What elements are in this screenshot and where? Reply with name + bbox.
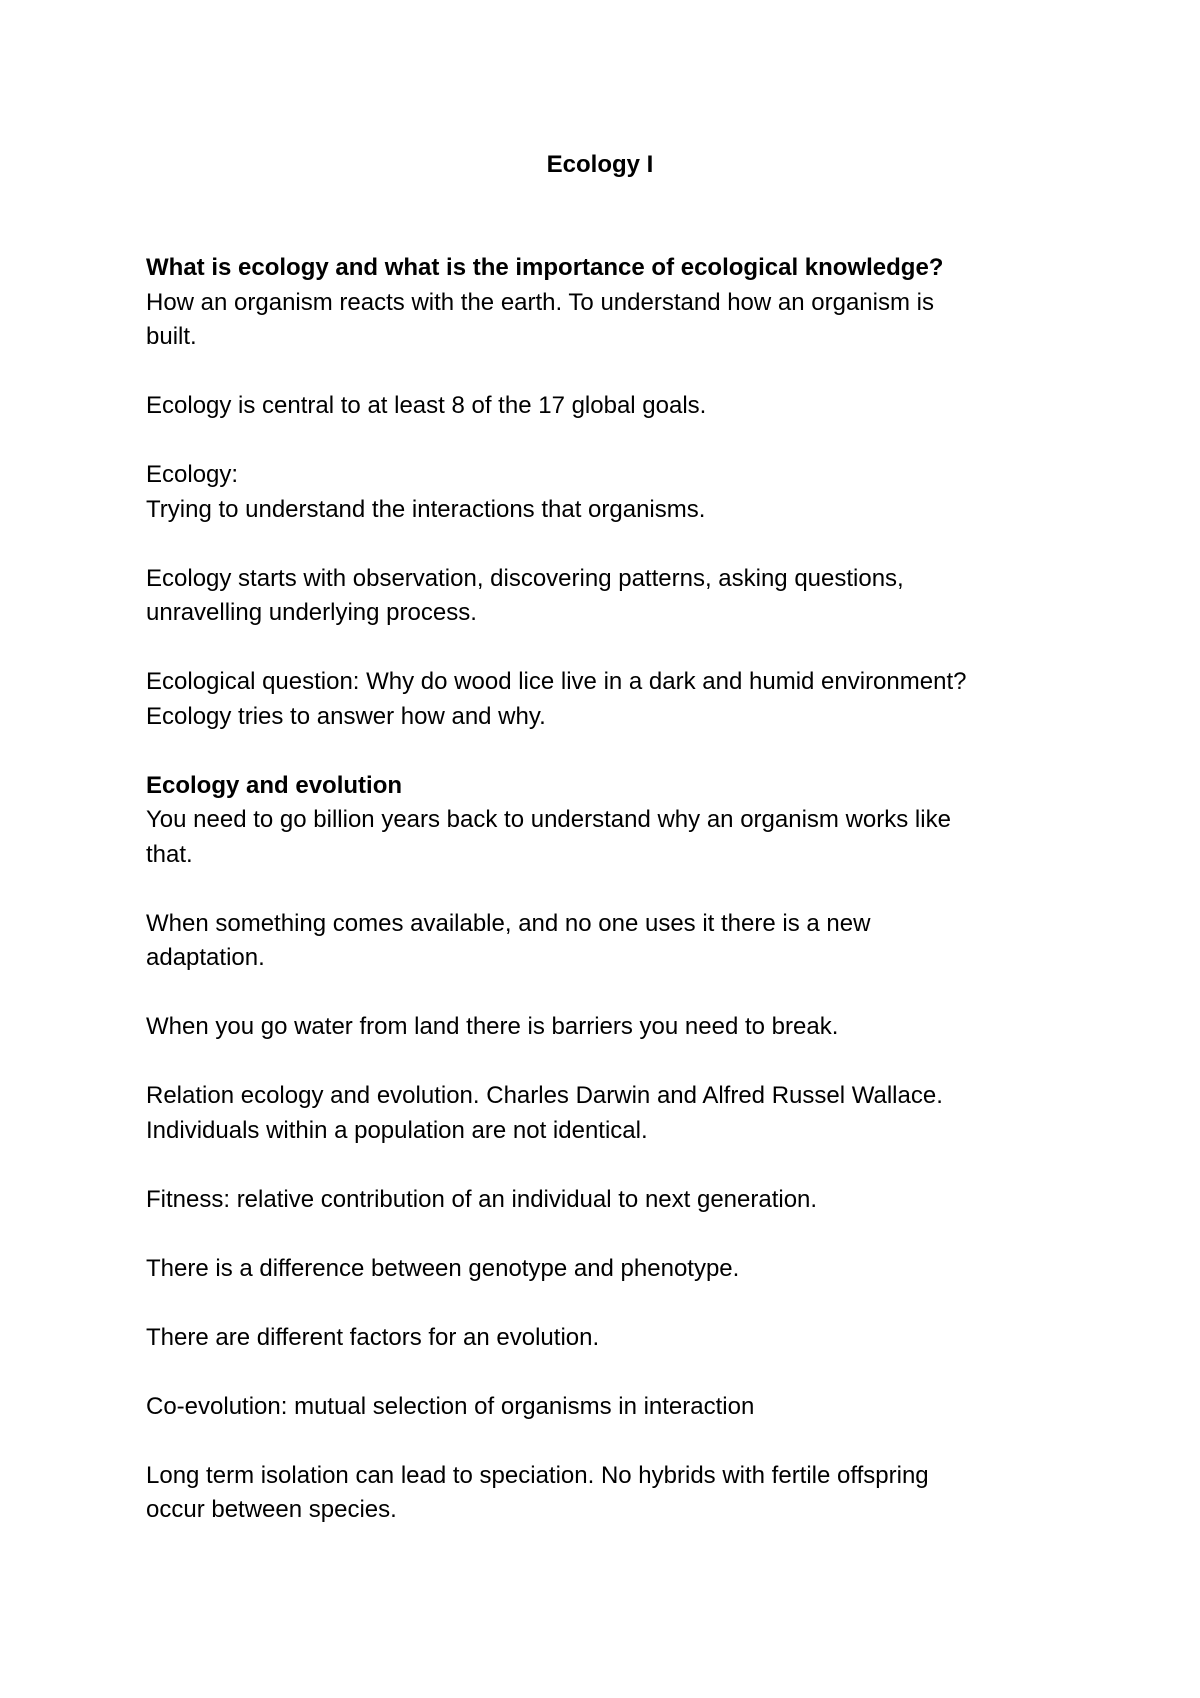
paragraph-line: Ecology starts with observation, discovering patterns, asking questions,	[146, 564, 904, 592]
paragraph-line: When something comes available, and no one uses it there is a new	[146, 909, 871, 937]
paragraph-line: There are different factors for an evolution.	[146, 1323, 600, 1351]
paragraph-gap	[146, 527, 1046, 562]
paragraph-line: Ecological question: Why do wood lice live in a dark and humid environment?	[146, 668, 967, 695]
paragraph-gap	[146, 1045, 1046, 1080]
paragraph-line: built.	[146, 323, 197, 350]
paragraph-line: occur between species.	[146, 1496, 397, 1523]
paragraph-line: Ecology tries to answer how and why.	[146, 702, 546, 730]
paragraph-gap	[146, 976, 1046, 1011]
document-body	[146, 251, 1046, 1528]
paragraph-gap	[146, 734, 1046, 769]
section-heading: What is ecology and what is the importance of ecological knowledge?	[146, 254, 944, 281]
paragraph-line: Long term isolation can lead to speciation. No hybrids with fertile offspring	[146, 1461, 929, 1489]
paragraph-line: Trying to understand the interactions that organisms.	[146, 495, 706, 523]
paragraph-line: Relation ecology and evolution. Charles Darwin and Alfred Russel Wallace.	[146, 1082, 943, 1109]
paragraph-line: How an organism reacts with the earth. To understand how an organism is	[146, 288, 934, 316]
paragraph-gap	[146, 424, 1046, 459]
paragraph-line: Fitness: relative contribution of an individual to next generation.	[146, 1185, 818, 1213]
paragraph-gap	[146, 872, 1046, 907]
paragraph-gap	[146, 631, 1046, 666]
document-title: Ecology I	[546, 151, 654, 178]
paragraph-line: There is a difference between genotype and phenotype.	[146, 1254, 740, 1282]
paragraph-line: Co-evolution: mutual selection of organisms in interaction	[146, 1392, 755, 1420]
paragraph-gap	[146, 1286, 1046, 1321]
paragraph-gap	[146, 355, 1046, 390]
paragraph-gap	[146, 1148, 1046, 1183]
paragraph-line: Individuals within a population are not identical.	[146, 1116, 648, 1144]
paragraph-line: Ecology:	[146, 461, 239, 488]
section-heading: Ecology and evolution	[146, 771, 403, 799]
paragraph-gap	[146, 1217, 1046, 1252]
paragraph-line: that.	[146, 840, 193, 868]
paragraph-line: unravelling underlying process.	[146, 599, 477, 626]
paragraph-line: You need to go billion years back to understand why an organism works like	[146, 806, 951, 833]
paragraph-line: When you go water from land there is barriers you need to break.	[146, 1013, 839, 1040]
paragraph-line: adaptation.	[146, 944, 265, 971]
paragraph-gap	[146, 1355, 1046, 1390]
paragraph-gap	[146, 1424, 1046, 1459]
paragraph-line: Ecology is central to at least 8 of the 17 global goals.	[146, 392, 707, 419]
